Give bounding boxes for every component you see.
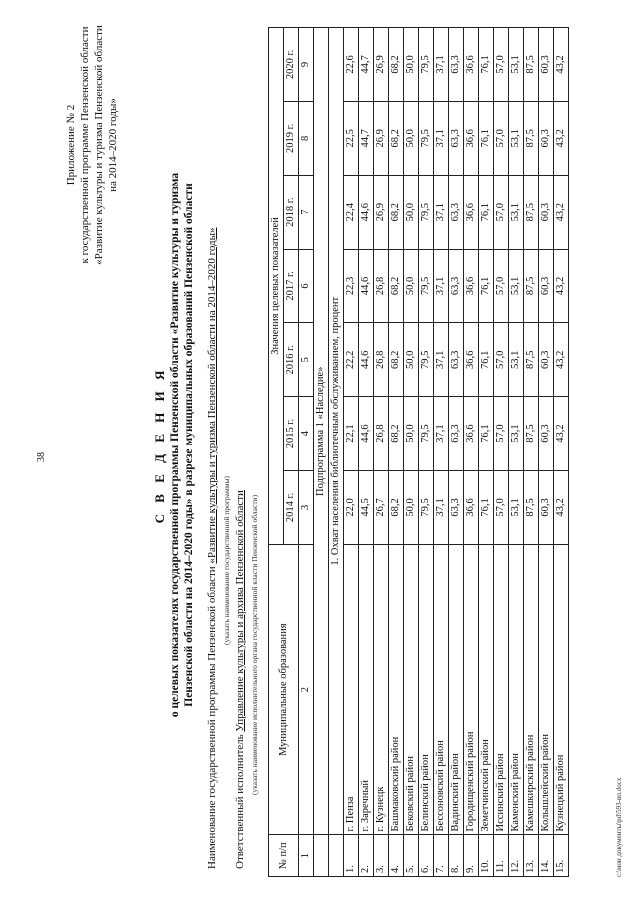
row-number: 5. [404, 835, 419, 877]
indicator-value: 22,0 [344, 470, 359, 544]
column-index-row [299, 28, 314, 877]
indicator-value: 79,5 [419, 397, 434, 471]
indicator-value: 50,0 [404, 323, 419, 397]
indicator-value: 53,1 [509, 323, 524, 397]
indicator-value: 50,0 [404, 175, 419, 249]
heading-line: Пензенской области на 2014–2020 годы» в разрезе муниципальных образований Пензенской области [183, 183, 195, 707]
column-index: 6 [299, 249, 314, 323]
header-year: 2015 г. [284, 397, 299, 471]
indicator-value: 53,1 [509, 101, 524, 175]
table-row [449, 28, 464, 877]
header-municipality: Муниципальные образования [269, 544, 299, 835]
indicator-value: 60,3 [539, 470, 554, 544]
indicator-value: 37,1 [434, 323, 449, 397]
row-number: 14. [539, 835, 554, 877]
indicator-value: 63,3 [449, 397, 464, 471]
indicator-value: 26,9 [374, 101, 389, 175]
municipality-name: Бековский район [404, 544, 419, 835]
header-number: № п/п [269, 835, 299, 877]
subprogram-title: Подпрограмма 1 «Наследие» [314, 28, 329, 835]
subprogram-row [314, 28, 329, 877]
municipality-name: Кузнецкий район [554, 544, 569, 835]
row-number: 4. [389, 835, 404, 877]
indicator-value: 57,0 [494, 175, 509, 249]
indicator-value: 68,2 [389, 175, 404, 249]
indicator-value: 68,2 [389, 323, 404, 397]
indicator-value: 44,7 [359, 101, 374, 175]
row-number: 11. [494, 835, 509, 877]
indicator-value: 37,1 [434, 470, 449, 544]
row-number: 7. [434, 835, 449, 877]
indicator-value: 57,0 [494, 249, 509, 323]
indicator-value: 37,1 [434, 175, 449, 249]
row-number: 2. [359, 835, 374, 877]
indicator-value: 79,5 [419, 323, 434, 397]
indicator-value: 57,0 [494, 397, 509, 471]
indicator-value: 63,3 [449, 101, 464, 175]
indicator-value: 50,0 [404, 28, 419, 102]
page-number: 38 [36, 452, 47, 462]
row-number: 1. [344, 835, 359, 877]
indicator-value: 36,6 [464, 175, 479, 249]
indicator-value: 76,1 [479, 101, 494, 175]
indicator-value: 53,1 [509, 28, 524, 102]
indicator-value: 43,2 [554, 249, 569, 323]
column-index: 4 [299, 397, 314, 471]
indicator-value: 22,3 [344, 249, 359, 323]
table-row [404, 28, 419, 877]
appendix-line: «Развитие культуры и туризма Пензенской области [93, 25, 105, 265]
row-number: 12. [509, 835, 524, 877]
appendix-title: Приложение № 2 [65, 104, 77, 186]
program-caption: (указать наименование государственной программы) [222, 476, 231, 645]
table-row [374, 28, 389, 877]
column-index: 1 [299, 835, 314, 877]
header-year: 2014 г. [284, 470, 299, 544]
indicator-value: 87,5 [524, 175, 539, 249]
indicator-value: 76,1 [479, 323, 494, 397]
indicator-value: 60,3 [539, 28, 554, 102]
column-index: 8 [299, 101, 314, 175]
indicator-value: 43,2 [554, 397, 569, 471]
indicator-value: 63,3 [449, 249, 464, 323]
executor-caption: (указать наименование исполнительного органа государственной власти Пензенской области) [250, 494, 259, 795]
row-number: 15. [554, 835, 569, 877]
indicator-value: 63,3 [449, 470, 464, 544]
header-indicator-values: Значения целевых показателей [269, 28, 284, 545]
indicator-value: 43,2 [554, 101, 569, 175]
indicator-value: 57,0 [494, 101, 509, 175]
indicator-value: 26,8 [374, 397, 389, 471]
executor-value: Управление культуры и архива Пензенской области [234, 490, 246, 732]
header-year: 2020 г. [284, 28, 299, 102]
indicator-value: 60,3 [539, 101, 554, 175]
indicator-value: 63,3 [449, 28, 464, 102]
indicator-value: 36,6 [464, 397, 479, 471]
indicator-value: 22,4 [344, 175, 359, 249]
indicator-value: 63,3 [449, 323, 464, 397]
indicator-value: 50,0 [404, 101, 419, 175]
column-index: 7 [299, 175, 314, 249]
column-index: 9 [299, 28, 314, 102]
header-year: 2019 г. [284, 101, 299, 175]
indicator-value: 87,5 [524, 470, 539, 544]
indicator-value: 87,5 [524, 323, 539, 397]
row-number: 6. [419, 835, 434, 877]
municipality-name: г. Кузнецк [374, 544, 389, 835]
table-row [494, 28, 509, 877]
municipality-name: Башмаковский район [389, 544, 404, 835]
table-row [464, 28, 479, 877]
indicator-value: 26,9 [374, 175, 389, 249]
indicator-value: 36,6 [464, 101, 479, 175]
indicator-value: 60,3 [539, 249, 554, 323]
indicator-value: 63,3 [449, 175, 464, 249]
indicator-value: 44,6 [359, 323, 374, 397]
table-row [344, 28, 359, 877]
indicator-value: 22,2 [344, 323, 359, 397]
indicator-value: 79,5 [419, 28, 434, 102]
header-year: 2016 г. [284, 323, 299, 397]
indicator-value: 79,5 [419, 175, 434, 249]
document-heading [152, 135, 196, 755]
executor-label: Ответственный исполнитель [234, 734, 246, 869]
indicator-value: 68,2 [389, 249, 404, 323]
indicator-value: 60,3 [539, 323, 554, 397]
indicator-value: 44,6 [359, 249, 374, 323]
indicator-value: 22,6 [344, 28, 359, 102]
municipality-name: Земетчинский район [479, 544, 494, 835]
program-line [206, 228, 218, 870]
indicator-value: 26,8 [374, 323, 389, 397]
municipality-name: Бессоновский район [434, 544, 449, 835]
indicator-value: 26,8 [374, 249, 389, 323]
indicator-value: 43,2 [554, 470, 569, 544]
municipality-name: Городищенский район [464, 544, 479, 835]
heading-title: С В Е Д Е Н И Я [152, 366, 167, 524]
indicator-value: 68,2 [389, 397, 404, 471]
indicator-value: 43,2 [554, 323, 569, 397]
municipality-name: Колышлейский район [539, 544, 554, 835]
heading-line: о целевых показателях государственной программы Пензенской области «Развитие культуры и туризма [169, 172, 181, 718]
indicator-value: 44,7 [359, 28, 374, 102]
municipality-name: г. Пенза [344, 544, 359, 835]
municipality-name: Иссинский район [494, 544, 509, 835]
indicator-value: 79,5 [419, 470, 434, 544]
indicator-value: 37,1 [434, 28, 449, 102]
indicator-value: 76,1 [479, 249, 494, 323]
municipality-name: Белинский район [419, 544, 434, 835]
indicators-table [268, 27, 569, 877]
table-row [359, 28, 374, 877]
table-row [539, 28, 554, 877]
table-body [299, 28, 569, 877]
indicator-value: 60,3 [539, 175, 554, 249]
indicator-value: 26,7 [374, 470, 389, 544]
table-row [479, 28, 494, 877]
municipality-name: Вадинский район [449, 544, 464, 835]
indicator-value: 53,1 [509, 470, 524, 544]
file-path-footer: c:\мои документы\pd\593-вп.docx [615, 777, 623, 877]
municipality-name: г. Заречный [359, 544, 374, 835]
indicator-value: 68,2 [389, 470, 404, 544]
indicator-value: 76,1 [479, 28, 494, 102]
indicator-value: 50,0 [404, 249, 419, 323]
indicator-value: 53,1 [509, 175, 524, 249]
column-index: 5 [299, 323, 314, 397]
program-value: «Развитие культуры и туризма Пензенской области на 2014–2020 годы» [206, 227, 218, 564]
indicator-value: 36,6 [464, 323, 479, 397]
row-number: 3. [374, 835, 389, 877]
indicator-value: 87,5 [524, 249, 539, 323]
appendix-line: на 2014–2020 годы» [107, 98, 119, 192]
indicator-value: 44,5 [359, 470, 374, 544]
indicator-value: 43,2 [554, 28, 569, 102]
indicator-value: 36,6 [464, 249, 479, 323]
indicator-value: 87,5 [524, 28, 539, 102]
indicator-value: 76,1 [479, 397, 494, 471]
row-number: 8. [449, 835, 464, 877]
indicator-value: 36,6 [464, 470, 479, 544]
indicator-value: 50,0 [404, 470, 419, 544]
municipality-name: Камешкирский район [524, 544, 539, 835]
indicator-value: 57,0 [494, 323, 509, 397]
indicator-value: 37,1 [434, 101, 449, 175]
table-row [554, 28, 569, 877]
indicator-value: 53,1 [509, 397, 524, 471]
indicator-value: 37,1 [434, 249, 449, 323]
appendix-block [64, 25, 120, 265]
indicator-value: 79,5 [419, 101, 434, 175]
indicator-value: 50,0 [404, 397, 419, 471]
indicator-value: 36,6 [464, 28, 479, 102]
row-number: 10. [479, 835, 494, 877]
row-number: 9. [464, 835, 479, 877]
indicator-value: 57,0 [494, 470, 509, 544]
municipality-name: Каменский район [509, 544, 524, 835]
header-year: 2018 г. [284, 175, 299, 249]
table-row [524, 28, 539, 877]
indicator-value: 44,6 [359, 397, 374, 471]
row-number: 13. [524, 835, 539, 877]
indicator-value: 87,5 [524, 397, 539, 471]
indicator-value: 26,9 [374, 28, 389, 102]
table-row [434, 28, 449, 877]
table-row [389, 28, 404, 877]
indicator-value: 37,1 [434, 397, 449, 471]
indicator-value: 60,3 [539, 397, 554, 471]
program-label: Наименование государственной программы Пензенской области [206, 566, 218, 869]
indicator-value: 43,2 [554, 175, 569, 249]
executor-line [234, 490, 246, 869]
header-year: 2017 г. [284, 249, 299, 323]
indicator-value: 44,6 [359, 175, 374, 249]
indicator-value: 87,5 [524, 101, 539, 175]
table-row [509, 28, 524, 877]
indicator-value: 79,5 [419, 249, 434, 323]
indicator-title: 1. Охват населения библиотечным обслуживанием, процент [329, 28, 344, 835]
indicator-value: 76,1 [479, 175, 494, 249]
blank-cell [329, 835, 344, 877]
indicator-value: 76,1 [479, 470, 494, 544]
indicator-value: 53,1 [509, 249, 524, 323]
blank-cell [314, 835, 329, 877]
indicator-value: 22,1 [344, 397, 359, 471]
appendix-line: к государственной программе Пензенской области [79, 26, 91, 264]
column-index: 3 [299, 470, 314, 544]
table-row [419, 28, 434, 877]
indicator-value: 22,5 [344, 101, 359, 175]
indicator-value: 57,0 [494, 28, 509, 102]
column-index: 2 [299, 544, 314, 835]
indicator-row [329, 28, 344, 877]
indicator-value: 68,2 [389, 28, 404, 102]
indicator-value: 68,2 [389, 101, 404, 175]
